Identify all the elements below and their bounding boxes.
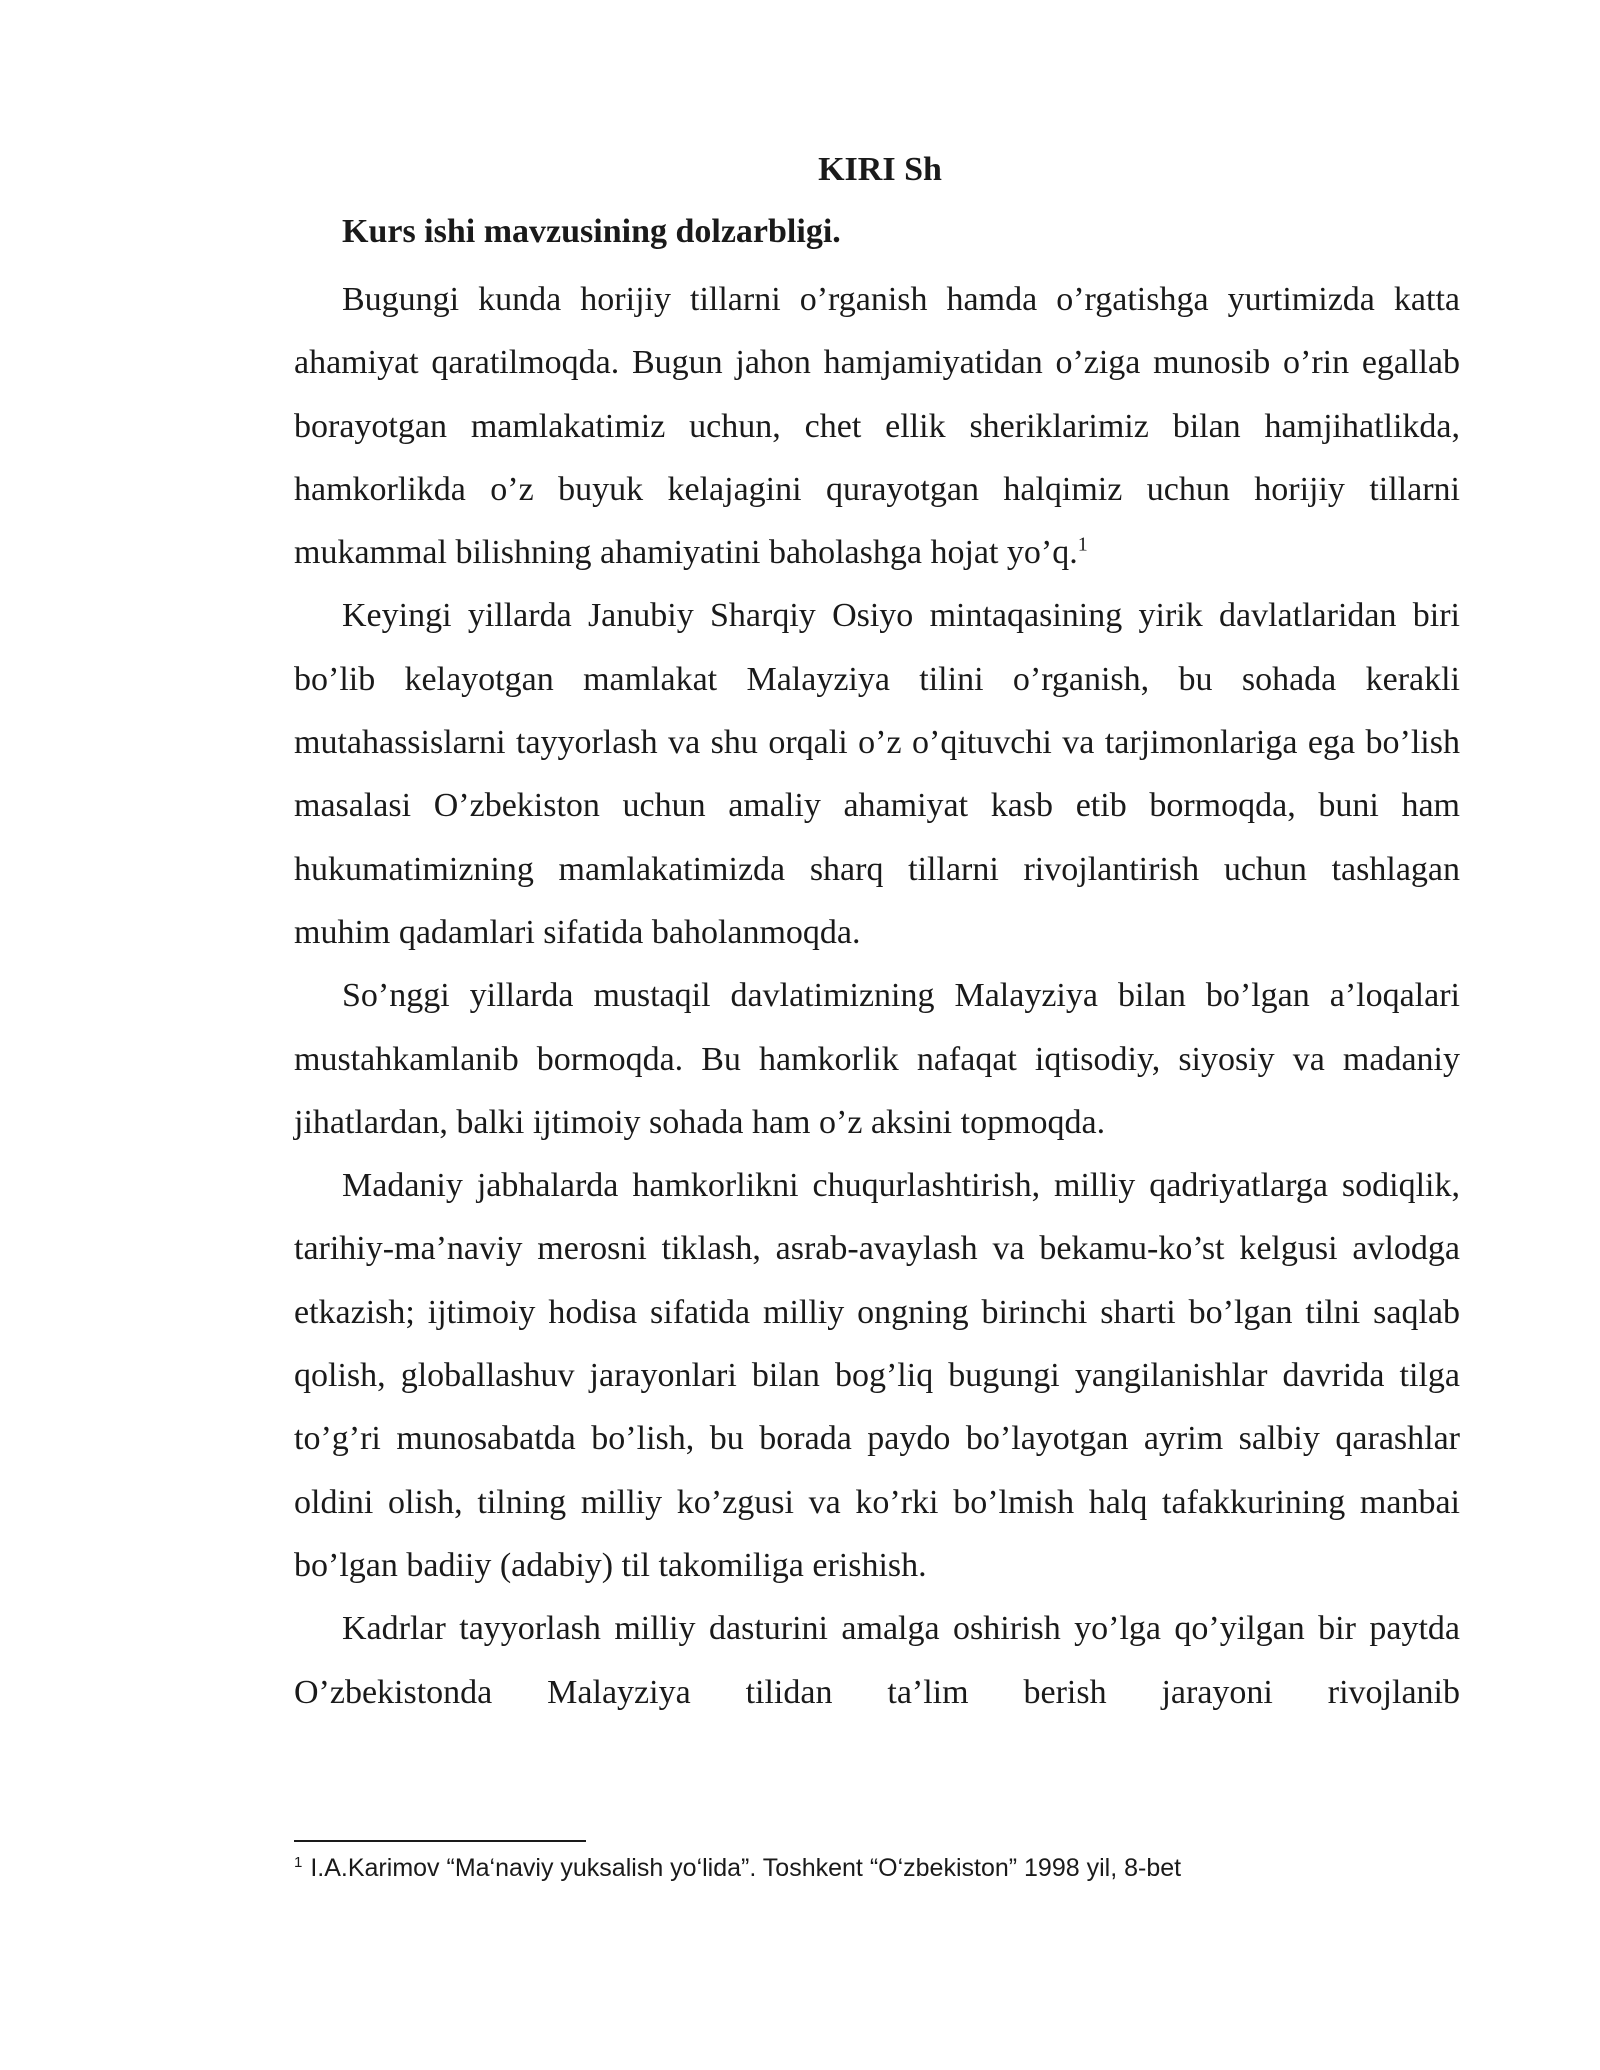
footnote-text: I.A.Karimov “Ma‘naviy yuksalish yo‘lida”. Toshkent “O‘zbekiston” 1998 yil, 8-bet [310, 1854, 1182, 1882]
paragraph-4: Madaniy jabhalarda hamkorlikni chuqurlashtirish, milliy qadriyatlarga sodiqlik, tarihiy-ma’naviy merosni tiklash, asrab-avaylash va bekamu-ko’st kelgusi avlodga etkazish; ijtimoiy hodisa sifatida milliy ongning birinchi sharti bo’lgan tilni saqlab qolish, globallashuv jarayonlari bilan bog’liq bugungi yangilanishlar davrida tilga to’g’ri munosabatda bo’lish, bu borada paydo bo’layotgan ayrim salbiy qarashlar oldini olish, tilning milliy ko’zgusi va ko’rki bo’lmish halq tafakkurining manbai bo’lgan badiiy (adabiy) til takomiliga erishish. [294, 1167, 1460, 1584]
footnote [294, 1850, 1460, 1886]
footnote-separator [294, 1840, 586, 1842]
paragraph-2: Keyingi yillarda Janubiy Sharqiy Osiyo mintaqasining yirik davlatlaridan biri bo’lib kelayotgan mamlakat Malayziya tilini o’rganish, bu sohada kerakli mutahassislarni tayyorlash va shu orqali o’z o’qituvchi va tarjimonlariga ega bo’lish masalasi O’zbekiston uchun amaliy ahamiyat kasb etib bormoqda, buni ham hukumatimizning mamlakatimizda sharq tillarni rivojlantirish uchun tashlagan muhim qadamlari sifatida baholanmoqda. [294, 597, 1460, 951]
paragraph-1-text: Bugungi kunda horijiy tillarni o’rganish hamda o’rgatishga yurtimizda katta ahamiyat qaratilmoqda. Bugun jahon hamjamiyatidan o’ziga munosib o’rin egallab borayotgan mamlakatimiz uchun, chet ellik sheriklarimiz bilan hamjihatlikda, hamkorlikda o’z buyuk kelajagini qurayotgan halqimiz uchun horijiy tillarni mukammal bilishning ahamiyatini baholashga hojat yo’q. [294, 281, 1460, 572]
body-text [294, 268, 1460, 1724]
page-title: KIRI Sh [818, 151, 942, 188]
section-heading: Kurs ishi mavzusining dolzarbligi. [342, 213, 841, 250]
footnote-marker: 1 [294, 1853, 303, 1871]
paragraph-1 [294, 268, 1460, 584]
footnote-reference[interactable]: 1 [1077, 533, 1088, 556]
paragraph-5: Kadrlar tayyorlash milliy dasturini amalga oshirish yo’lga qo’yilgan bir paytda O’zbekistonda Malayziya tilidan ta’lim berish jarayoni rivojlanib [294, 1610, 1460, 1711]
paragraph-3: So’nggi yillarda mustaqil davlatimizning Malayziya bilan bo’lgan a’loqalari mustahkamlanib bormoqda. Bu hamkorlik nafaqat iqtisodiy, siyosiy va madaniy jihatlardan, balki ijtimoiy sohada ham o’z aksini topmoqda. [294, 977, 1460, 1141]
